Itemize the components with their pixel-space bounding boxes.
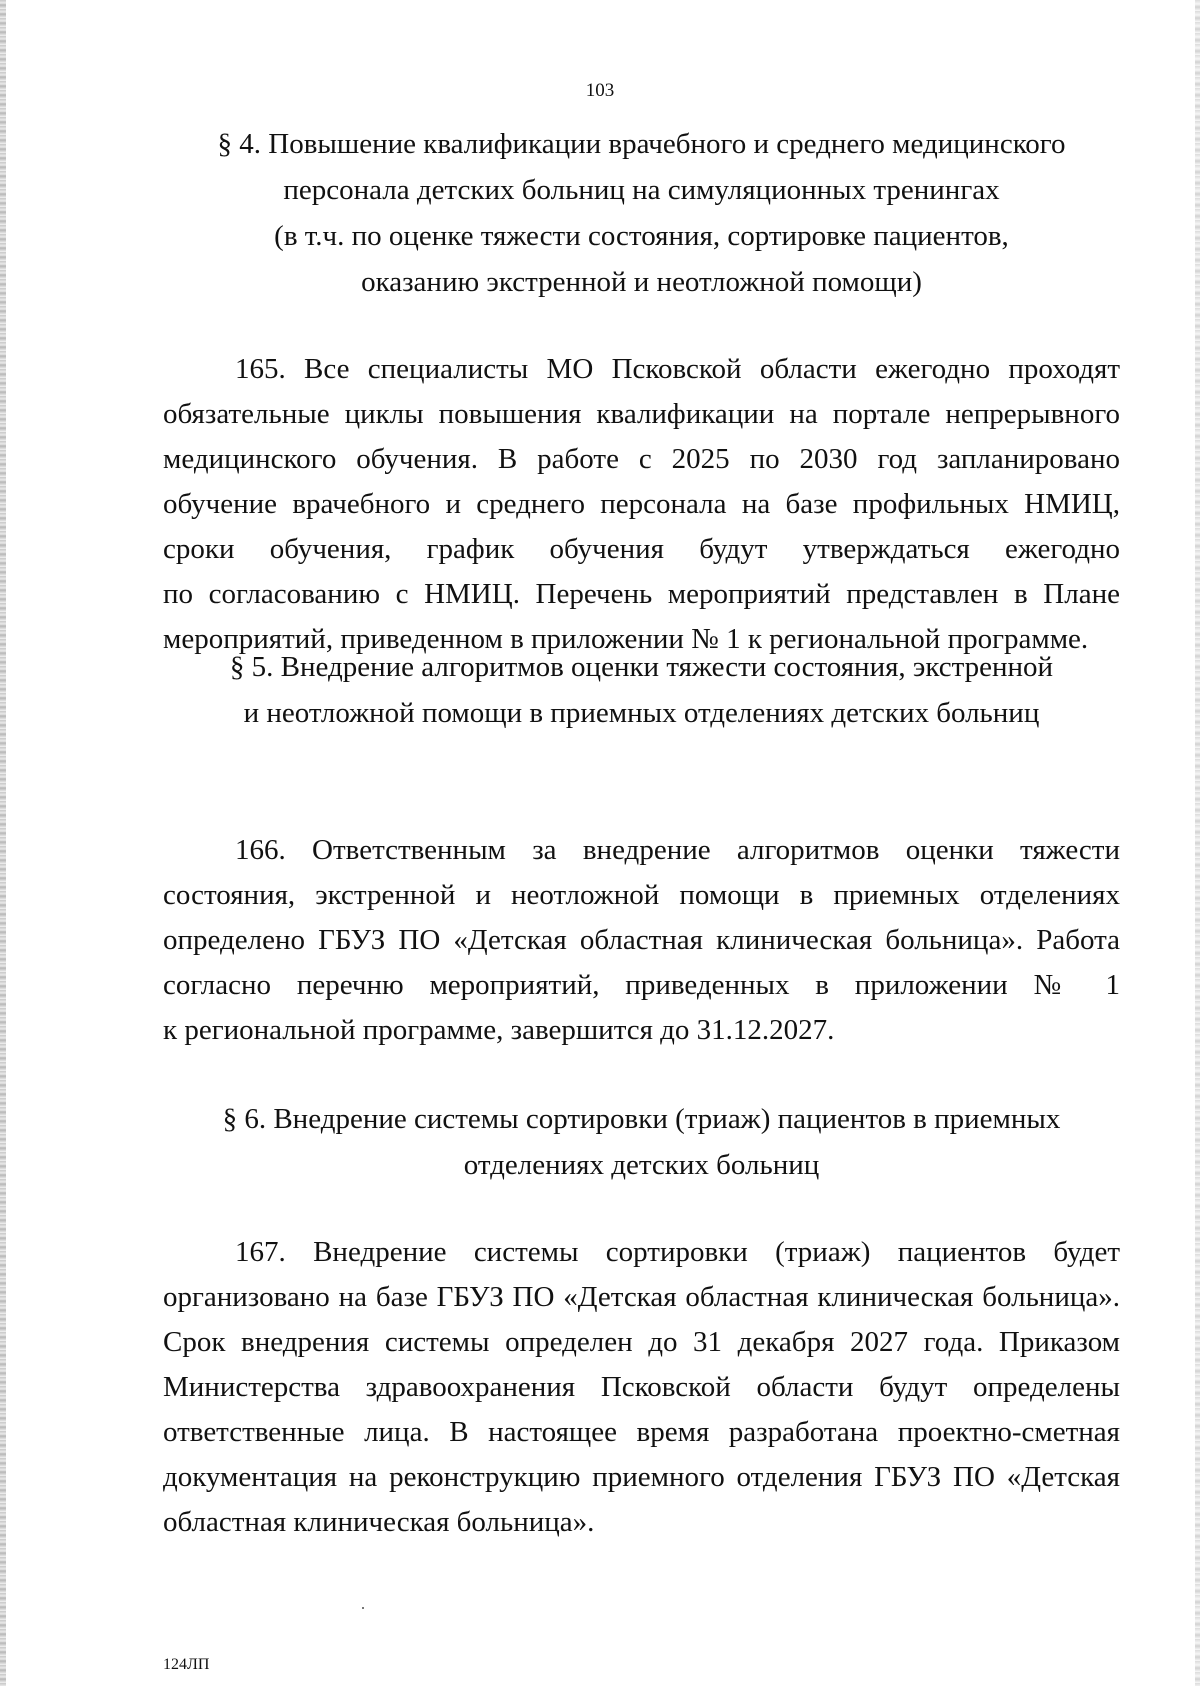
paragraph-166 bbox=[163, 828, 1120, 1053]
heading-line: § 4. Повышение квалификации врачебного и среднего медицинского bbox=[217, 128, 1066, 160]
paragraph-167 bbox=[163, 1230, 1120, 1545]
paragraph-line: медицинского обучения. В работе с 2025 по 2030 год запланировано bbox=[163, 443, 1120, 475]
heading-line: оказанию экстренной и неотложной помощи) bbox=[361, 266, 922, 298]
scan-edge-left bbox=[0, 0, 6, 1686]
scan-speck bbox=[362, 1607, 364, 1609]
heading-line: и неотложной помощи в приемных отделениях детских больниц bbox=[243, 697, 1040, 729]
scan-edge-right bbox=[1195, 0, 1200, 1686]
paragraph-line: мероприятий, приведенном в приложении № 1 к региональной программе. bbox=[163, 623, 1089, 655]
section-5-heading bbox=[163, 644, 1120, 736]
paragraph-line: 167. Внедрение системы сортировки (триаж) пациентов будет bbox=[235, 1236, 1120, 1268]
paragraph-line: обязательные циклы повышения квалификации на портале непрерывного bbox=[163, 398, 1120, 430]
paragraph-line: 165. Все специалисты МО Псковской области ежегодно проходят bbox=[235, 353, 1120, 385]
paragraph-line: Срок внедрения системы определен до 31 декабря 2027 года. Приказом bbox=[163, 1326, 1120, 1358]
section-4-heading bbox=[163, 121, 1120, 305]
paragraph-line: 166. Ответственным за внедрение алгоритмов оценки тяжести bbox=[235, 834, 1120, 866]
paragraph-line: Министерства здравоохранения Псковской области будут определены bbox=[163, 1371, 1120, 1403]
paragraph-line: по согласованию с НМИЦ. Перечень мероприятий представлен в Плане bbox=[163, 578, 1120, 610]
section-6-heading bbox=[163, 1096, 1120, 1188]
paragraph-line: согласно перечню мероприятий, приведенных в приложении № 1 bbox=[163, 969, 1120, 1001]
footer-code: 124ЛП bbox=[163, 1656, 210, 1673]
heading-line: отделениях детских больниц bbox=[463, 1149, 820, 1181]
heading-line: § 5. Внедрение алгоритмов оценки тяжести состояния, экстренной bbox=[229, 651, 1054, 683]
paragraph-line: состояния, экстренной и неотложной помощи в приемных отделениях bbox=[163, 879, 1120, 911]
paragraph-line: областная клиническая больница». bbox=[163, 1506, 595, 1538]
paragraph-line: ответственные лица. В настоящее время разработана проектно-сметная bbox=[163, 1416, 1120, 1448]
heading-line: § 6. Внедрение системы сортировки (триаж) пациентов в приемных bbox=[222, 1103, 1061, 1135]
paragraph-line: определено ГБУЗ ПО «Детская областная клиническая больница». Работа bbox=[163, 924, 1120, 956]
page-number: 103 bbox=[585, 80, 615, 101]
paragraph-line: организовано на базе ГБУЗ ПО «Детская областная клиническая больница». bbox=[163, 1281, 1120, 1313]
paragraph-165 bbox=[163, 347, 1120, 662]
paragraph-line: к региональной программе, завершится до 31.12.2027. bbox=[163, 1014, 835, 1046]
paragraph-line: документация на реконструкцию приемного отделения ГБУЗ ПО «Детская bbox=[163, 1461, 1120, 1493]
heading-line: персонала детских больниц на симуляционных тренингах bbox=[283, 174, 1000, 206]
heading-line: (в т.ч. по оценке тяжести состояния, сортировке пациентов, bbox=[274, 220, 1009, 252]
paragraph-line: сроки обучения, график обучения будут утверждаться ежегодно bbox=[163, 533, 1120, 565]
paragraph-line: обучение врачебного и среднего персонала на базе профильных НМИЦ, bbox=[163, 488, 1120, 520]
